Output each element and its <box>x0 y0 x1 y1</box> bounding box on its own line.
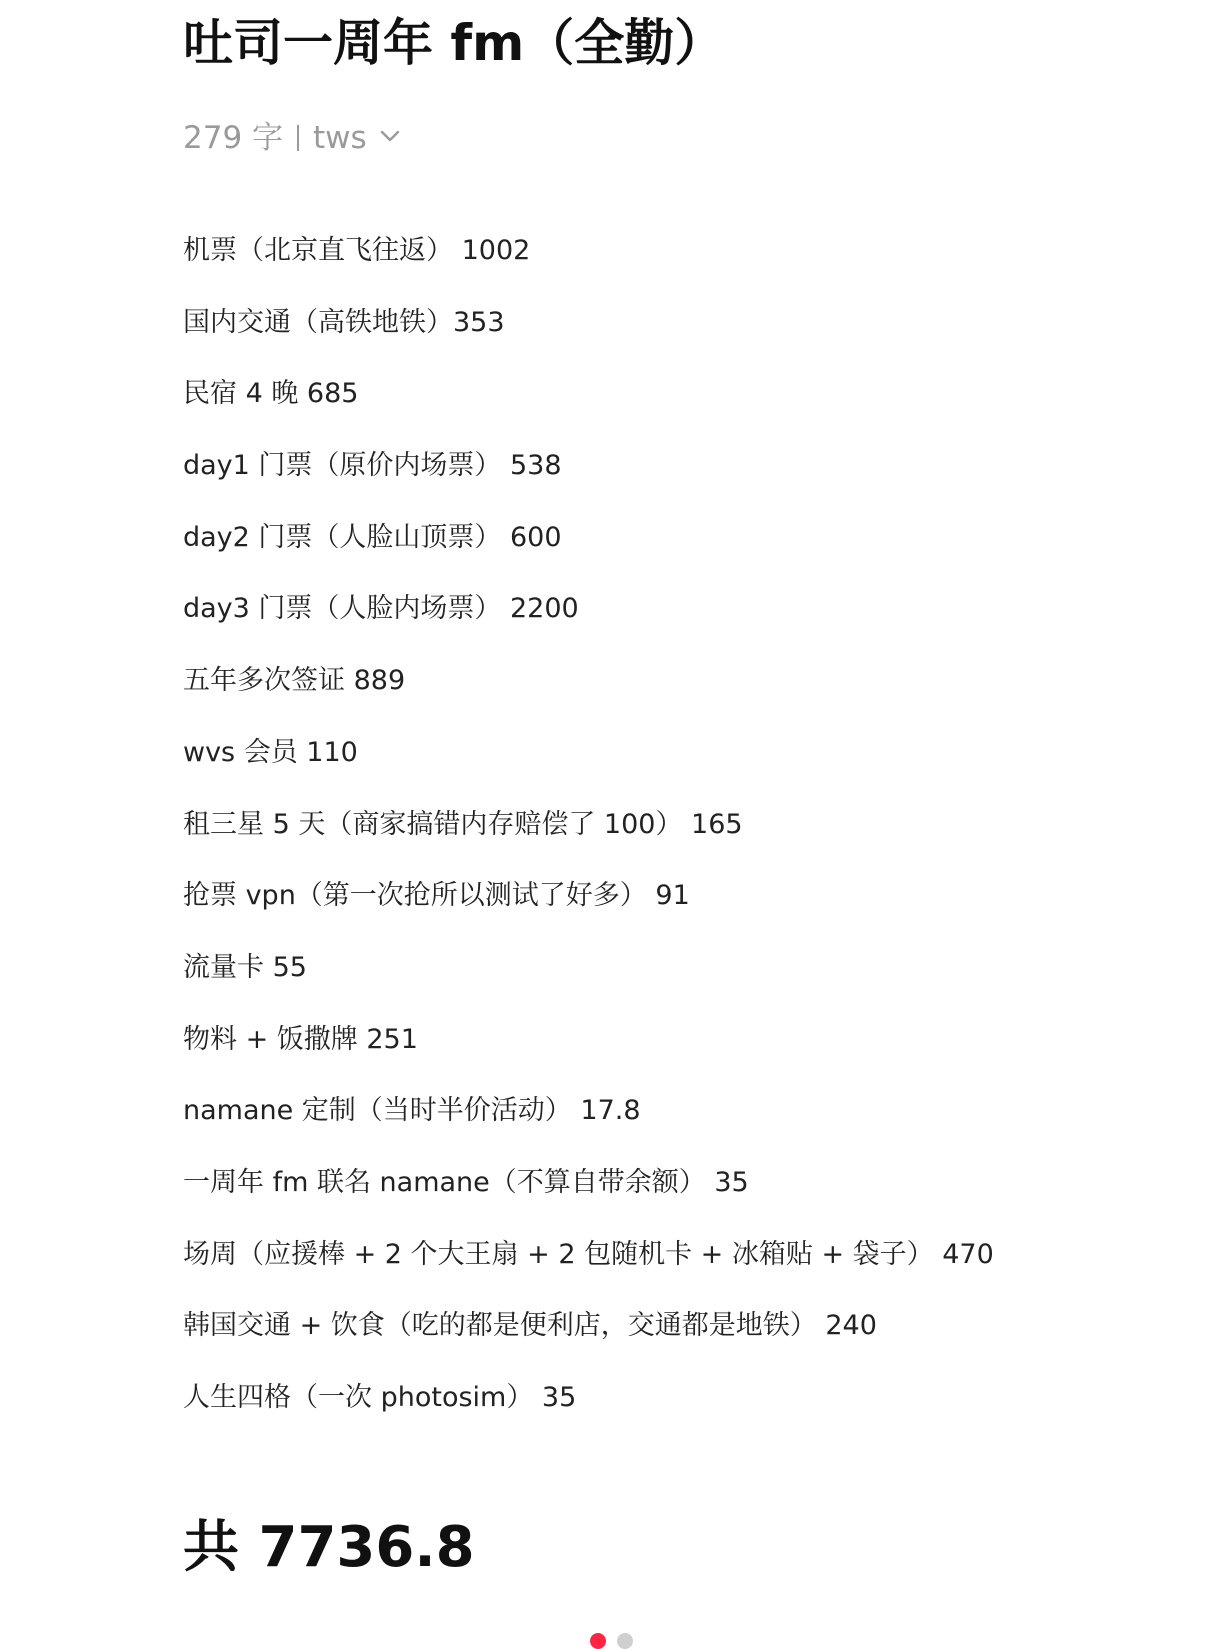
note-title: 吐司一周年 fm（全勤） <box>183 14 725 72</box>
list-item: 韩国交通 + 饮食（吃的都是便利店，交通都是地铁） 240 <box>183 1310 877 1342</box>
total-amount: 共 7736.8 <box>183 1515 475 1580</box>
list-item: 抢票 vpn（第一次抢所以测试了好多） 91 <box>183 880 690 912</box>
expense-list <box>183 233 994 1452</box>
list-item: day3 门票（人脸内场票） 2200 <box>183 593 579 625</box>
list-item: wvs 会员 110 <box>183 736 358 768</box>
list-item: day1 门票（原价内场票） 538 <box>183 450 562 482</box>
tag-label: tws <box>313 120 367 156</box>
tag-selector[interactable] <box>313 118 401 158</box>
meta-divider <box>297 125 299 151</box>
list-item: 民宿 4 晚 685 <box>183 378 359 410</box>
list-item: day2 门票（人脸山顶票） 600 <box>183 521 562 553</box>
list-item: 一周年 fm 联名 namane（不算自带余额） 35 <box>183 1166 749 1198</box>
list-item: 场周（应援棒 + 2 个大王扇 + 2 包随机卡 + 冰箱贴 + 袋子） 470 <box>183 1238 994 1270</box>
list-item: namane 定制（当时半价活动） 17.8 <box>183 1095 641 1127</box>
list-item: 机票（北京直飞往返） 1002 <box>183 235 531 266</box>
list-item: 物料 + 饭撒牌 251 <box>183 1023 418 1055</box>
list-item: 租三星 5 天（商家搞错内存赔偿了 100） 165 <box>183 808 743 840</box>
word-count: 279 字 <box>183 120 284 156</box>
list-item: 五年多次签证 889 <box>183 665 406 697</box>
list-item: 流量卡 55 <box>183 951 307 983</box>
chevron-down-icon <box>379 125 401 147</box>
list-item: 人生四格（一次 photosim） 35 <box>183 1382 577 1413</box>
note-meta <box>183 118 401 158</box>
list-item: 国内交通（高铁地铁）353 <box>183 306 505 338</box>
